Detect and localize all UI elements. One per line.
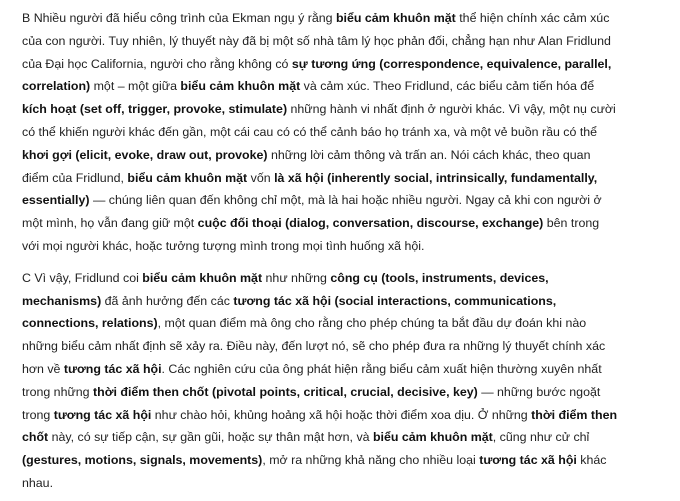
text-run: điểm của Fridlund,: [22, 170, 128, 185]
text-line: [22, 381, 680, 404]
bold-term: sự tương ứng (correspondence, equivalence, parallel,: [291, 56, 612, 71]
bold-term: connections, relations): [22, 316, 158, 331]
text-run: trong: [22, 407, 54, 422]
text-line: [22, 167, 680, 190]
text-run: C Vì vậy, Fridlund coi: [22, 270, 143, 285]
text-line: [22, 358, 680, 381]
text-run: của con người. Tuy nhiên, lý thuyết này đã bị một số nhà tâm lý học phản đối, chẳng hạn như Alan Fridlund: [22, 33, 611, 48]
text-run: , mở ra những khả năng cho nhiều loại: [262, 453, 480, 468]
bold-term: là xã hội (inherently social, intrinsically, fundamentally,: [274, 170, 598, 185]
text-run: có thể khiến người khác đến gần, một cái cau có có thể cảnh báo họ tránh xa, và một vẻ buồn rầu có thể: [22, 124, 598, 139]
text-line: [22, 30, 680, 53]
text-run: — chúng liên quan đến không chỉ một, mà là hai hoặc nhiều người. Ngay cả khi con người ở: [89, 193, 602, 208]
text-line: [22, 98, 680, 121]
bold-term: biểu cảm khuôn mặt: [180, 79, 301, 94]
bold-term: tương tác xã hội (social interactions, communications,: [233, 293, 557, 308]
text-line: [22, 121, 680, 144]
text-run: và cảm xúc. Theo Fridlund, các biểu cảm tiến hóa để: [300, 79, 595, 94]
text-line: [22, 426, 680, 449]
text-run: bên trong: [543, 216, 600, 231]
text-line: [22, 75, 680, 98]
bold-term: (gestures, motions, signals, movements): [22, 453, 263, 468]
bold-term: khơi gợi (elicit, evoke, draw out, provoke): [22, 147, 268, 162]
text-run: như những: [262, 270, 331, 285]
bold-term: công cụ (tools, instruments, devices,: [330, 270, 549, 285]
bold-term: biểu cảm khuôn mặt: [335, 11, 456, 25]
bold-term: mechanisms): [22, 293, 102, 308]
text-line: [22, 7, 680, 30]
text-line: [22, 335, 680, 358]
text-run: B Nhiều người đã hiểu công trình của Ekman ngụ ý rằng: [22, 11, 336, 25]
bold-term: kích hoạt (set off, trigger, provoke, stimulate): [22, 102, 288, 117]
bold-term: cuộc đối thoại (dialog, conversation, discourse, exchange): [197, 216, 544, 231]
text-run: này, có sự tiếp cận, sự gần gũi, hoặc sự thân mật hơn, và: [48, 430, 373, 445]
text-run: , một quan điểm mà ông cho rằng cho phép chúng ta bắt đầu dự đoán khi nào: [157, 316, 587, 331]
text-run: một – một giữa: [90, 79, 181, 94]
text-run: với mọi người khác, hoặc tưởng tượng mình trong mọi tình huống xã hội.: [22, 238, 425, 253]
bold-term: thời điểm then chốt (pivotal points, critical, crucial, decisive, key): [93, 384, 478, 399]
text-run: hơn về: [22, 361, 64, 376]
text-run: nhau.: [22, 475, 54, 490]
text-line: [22, 312, 680, 335]
text-run: khác: [576, 453, 607, 468]
text-line: [22, 144, 680, 167]
text-run: những biểu cảm nhất định sẽ xảy ra. Điều này, đến lượt nó, sẽ cho phép đưa ra những lý thuyết chính xác: [22, 339, 606, 354]
bold-term: thời điểm then: [531, 407, 618, 422]
text-line: [22, 404, 680, 427]
text-run: , cũng như cử chỉ: [492, 430, 590, 445]
text-line: [22, 53, 680, 76]
text-line: [22, 449, 680, 472]
bold-term: biểu cảm khuôn mặt: [372, 430, 493, 445]
bold-term: biểu cảm khuôn mặt: [127, 170, 248, 185]
text-line: [22, 267, 680, 290]
text-line: [22, 290, 680, 313]
text-run: những lời cảm thông và trấn an. Nói cách khác, theo quan: [267, 147, 591, 162]
bold-term: tương tác xã hội: [53, 407, 152, 422]
bold-term: essentially): [22, 193, 90, 208]
text-run: . Các nghiên cứu của ông phát hiện rằng biểu cảm xuất hiện thường xuyên nhất: [161, 361, 602, 376]
text-run: những hành vi nhất định ở người khác. Vì vậy, một nụ cười: [287, 102, 616, 117]
text-line: [22, 472, 680, 495]
bold-term: correlation): [22, 79, 91, 94]
text-run: một mình, họ vẫn đang giữ một: [22, 216, 198, 231]
text-run: — những bước ngoặt: [477, 384, 601, 399]
bold-term: tương tác xã hội: [479, 453, 577, 468]
text-run: vốn: [247, 170, 275, 185]
paragraph-b: [22, 7, 680, 258]
paragraph-c: [22, 267, 680, 495]
text-run: của Đại học California, người cho rằng không có: [22, 56, 292, 71]
text-line: [22, 212, 680, 235]
bold-term: biểu cảm khuôn mặt: [142, 270, 263, 285]
bold-term: chốt: [22, 430, 49, 445]
text-run: như chào hỏi, khủng hoảng xã hội hoặc thời điểm xoa dịu. Ở những: [151, 407, 532, 422]
text-run: thể hiện chính xác cảm xúc: [455, 11, 610, 25]
text-run: trong những: [22, 384, 93, 399]
text-line: [22, 189, 680, 212]
bold-term: tương tác xã hội: [63, 361, 162, 376]
text-line: [22, 235, 680, 258]
text-run: đã ảnh hưởng đến các: [101, 293, 234, 308]
